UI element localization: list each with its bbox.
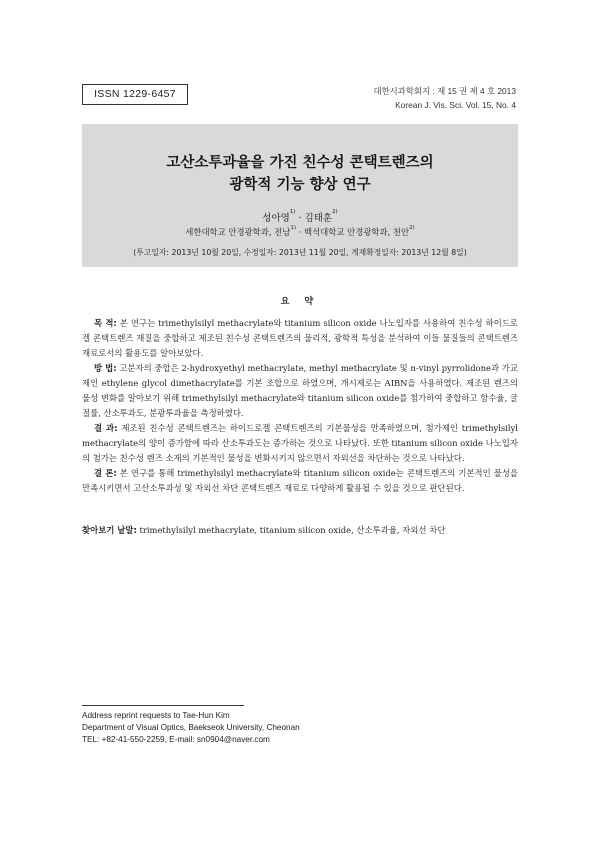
keywords-text: trimethylsilyl methacrylate, titanium silicon oxide, 산소투과율, 자외선 차단 — [136, 525, 446, 535]
result-text: 제조된 친수성 콘택트렌즈는 하이드로겔 콘택트렌즈의 기본물성을 만족하였으며, 첨가제인 trimethylsilyl methacrylate의 양이 증가함에 따라 산소투과도는 증가하는 것으로 나타났다. 또한 titanium silicon oxide 나노입자의 첨가는 친수성 렌즈 소재의 기본적인 물성을 변화시키지 않으면서 자외선을 차단하는 것으로 나타났다. — [82, 423, 518, 463]
author-separator: · — [295, 213, 305, 224]
title-block — [82, 124, 518, 267]
paper-title — [82, 152, 518, 196]
abstract-purpose — [82, 316, 518, 361]
affiliation-2: · 백석대학교 안경광학과, 천안 — [296, 227, 410, 237]
affiliations — [82, 226, 518, 238]
journal-name-korean: 대한시과학회지 : 제 15 권 제 4 호 2013 — [373, 86, 516, 96]
purpose-label: 목 적: — [94, 318, 117, 328]
journal-info — [373, 84, 516, 112]
correspondence-footnote — [82, 710, 300, 746]
author-1: 성아영 — [262, 213, 290, 224]
result-label: 결 과: — [94, 423, 118, 433]
abstract-result — [82, 421, 518, 466]
affiliation-2-superscript: 2) — [409, 225, 415, 231]
conclusion-text: 본 연구를 통해 trimethylsilyl methacrylate와 titanium silicon oxide는 콘택트렌즈의 기본적인 물성을 만족시키면서 고산소투과성 및 자외선 차단 콘택트렌즈 재료로 다양하게 활용될 수 있을 것으로 판단된다. — [82, 468, 518, 493]
affiliation-1-superscript: 1) — [290, 225, 296, 231]
issn-box: ISSN 1229-6457 — [82, 84, 188, 105]
abstract-conclusion — [82, 466, 518, 496]
footnote-line-2: Department of Visual Optics, Baekseok University, Cheonan — [82, 723, 300, 732]
author-2: 김태훈 — [304, 213, 333, 224]
keywords-label: 찾아보기 낱말: — [82, 525, 137, 535]
title-line-1: 고산소투과율을 가진 친수성 콘택트렌즈의 — [166, 155, 434, 171]
title-line-2: 광학적 기능 향상 연구 — [229, 177, 371, 193]
footnote-line-1: Address reprint requests to Tae-Hun Kim — [82, 711, 230, 720]
abstract-heading: 요 약 — [280, 297, 320, 307]
submission-dates: (투고일자: 2013년 10월 20일, 수정일자: 2013년 11월 20일, 게재확정일자: 2013년 12월 8일) — [133, 248, 467, 257]
author-1-superscript: 1) — [289, 209, 296, 215]
footnote-line-3: TEL: +82-41-550-2259, E-mail: sn0904@naver.com — [82, 735, 270, 744]
method-text: 고분자의 중합은 2-hydroxyethyl methacrylate, methyl methacrylate 및 n-vinyl pyrrolidone과 가교제인 ethylene glycol dimethacrylate를 기본 조합으로 하였으며, 개시제로는 AIBN을 사용하였다. 제조된 렌즈의 물성 변화를 알아보기 위해 trimethylsilyl methacrylate와 titanium silicon oxide를 첨가하여 중합하고 함수율, 굴절률, 산소투과도, 분광투과율을 측정하였다. — [82, 363, 518, 418]
affiliation-1: 세한대학교 안경광학과, 전남 — [185, 227, 291, 237]
author-2-superscript: 2) — [332, 209, 338, 215]
abstract-method — [82, 361, 518, 421]
authors — [82, 210, 518, 224]
purpose-text: 본 연구는 trimethylsilyl methacrylate와 titanium silicon oxide 나노입자를 사용하여 친수성 하이드로겔 콘택트렌즈 재질을 중합하고 제조된 친수성 콘택트렌즈의 물리적, 광학적 특성을 분석하여 이들 물질들의 콘택트렌즈 재료로서의 활용도를 알아보았다. — [82, 318, 518, 358]
method-label: 방 법: — [94, 363, 117, 373]
footnote-divider — [82, 705, 244, 706]
conclusion-label: 결 론: — [94, 468, 117, 478]
journal-name-english: Korean J. Vis. Sci. Vol. 15, No. 4 — [395, 100, 516, 110]
keywords — [82, 523, 518, 537]
abstract-body — [82, 316, 518, 496]
